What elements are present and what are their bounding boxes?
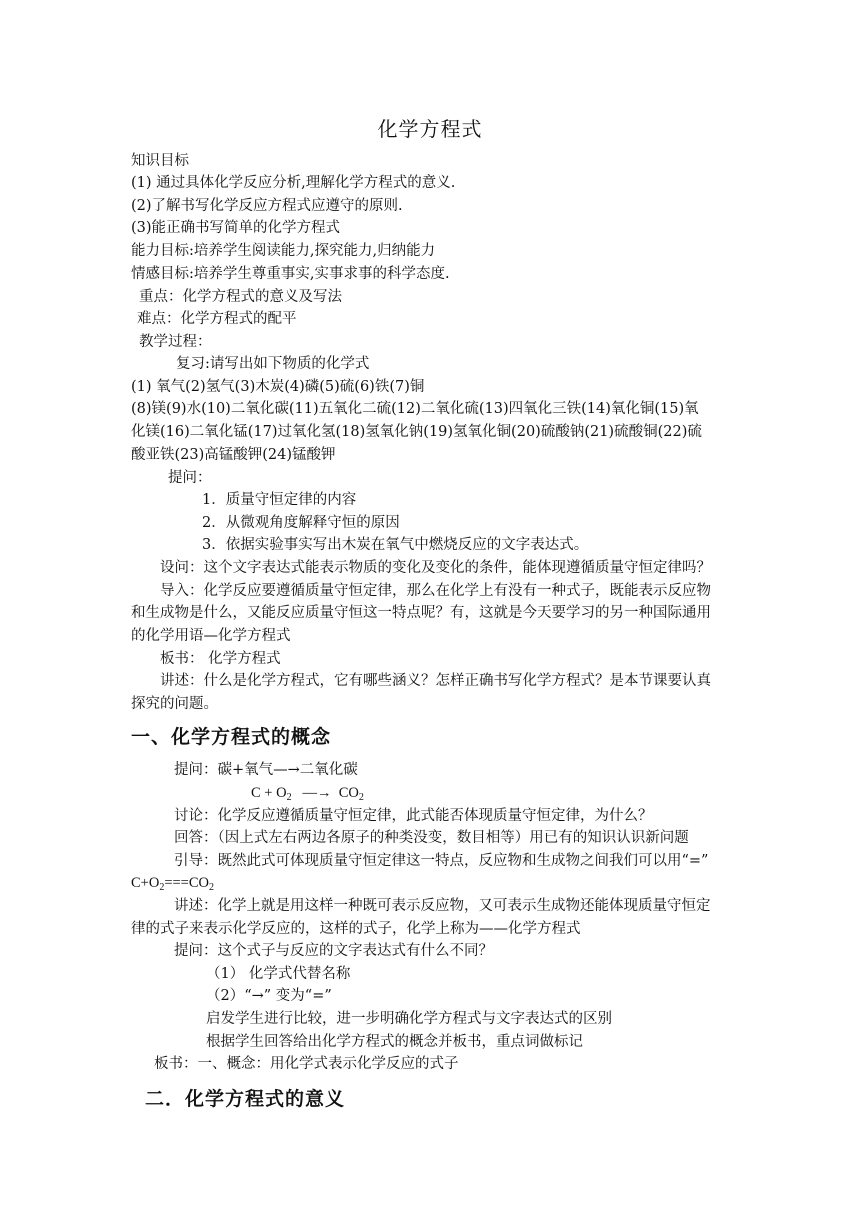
discussion: 讨论：化学反应遵循质量守恒定律，此式能否体现质量守恒定律，为什么？ bbox=[174, 808, 653, 824]
summary-note: 根据学生回答给出化学方程式的概念并板书，重点词做标记 bbox=[206, 1034, 583, 1050]
narration-2-line-1: 讲述：化学上就是用这样一种既可表示反应物，又可表示生成物还能体现质量守恒定 bbox=[174, 898, 711, 914]
page-title: 化学方程式 bbox=[377, 117, 483, 141]
setup-question: 设问：这个文字表达式能表示物质的变化及变化的条件，能体现遵循质量守恒定律吗？ bbox=[160, 560, 711, 576]
narration-1-line-1: 讲述：什么是化学方程式，它有哪些涵义？怎样正确书写化学方程式？是本节课要认真 bbox=[160, 673, 711, 689]
ability-objective: 能力目标:培养学生阅读能力,探究能力,归纳能力 bbox=[131, 243, 436, 259]
guidance: 引导：既然此式可体现质量守恒定律这一特点，反应物和生成物之间我们可以用“=” bbox=[174, 853, 709, 869]
section-2-heading: 二．化学方程式的意义 bbox=[145, 1088, 346, 1110]
equation-left: C+O bbox=[131, 875, 160, 891]
section-1-question: 提问：碳+氧气—→二氧化碳 bbox=[174, 762, 358, 778]
answer: 回答：（因上式左右两边各原子的种类没变，数目相等）用已有的知识认识新问题 bbox=[174, 830, 689, 846]
question-1: 1．质量守恒定律的内容 bbox=[202, 492, 357, 508]
narration-2-line-2: 律的式子来表示化学反应的，这样的式子，化学上称为——化学方程式 bbox=[131, 921, 581, 937]
question-2: 2．从微观角度解释守恒的原因 bbox=[202, 515, 400, 531]
narration-1-line-2: 探究的问题。 bbox=[131, 696, 218, 712]
lead-in-line-3: 的化学用语—化学方程式 bbox=[131, 628, 291, 644]
equation-right: ===CO bbox=[164, 875, 210, 891]
balanced-equation bbox=[131, 872, 731, 895]
difficulty-point: 难点：化学方程式的配平 bbox=[137, 311, 297, 327]
review-row-2: (8)镁(9)水(10)二氧化碳(11)五氧化二硫(12)二氧化硫(13)四氧化三铁(14)氧化铜(15)氧 bbox=[131, 401, 699, 417]
key-point: 重点：化学方程式的意义及写法 bbox=[139, 289, 342, 305]
equation-arrow: —→ bbox=[302, 785, 332, 801]
equation-product: CO bbox=[338, 785, 359, 801]
difference-1: （1） 化学式代替名称 bbox=[206, 966, 351, 982]
board-writing-concept: 板书：一、概念：用化学式表示化学反应的式子 bbox=[154, 1056, 459, 1072]
inspire-comparison: 启发学生进行比较，进一步明确化学方程式与文字表达式的区别 bbox=[206, 1011, 612, 1027]
word-equation-formula bbox=[251, 782, 851, 805]
review-row-3: 化镁(16)二氧化锰(17)过氧化氢(18)氢氧化钠(19)氢氧化铜(20)硫酸钠(21)硫酸铜(22)硫 bbox=[131, 424, 702, 440]
equation-subscript: 2 bbox=[358, 792, 364, 803]
review-row-4: 酸亚铁(23)高锰酸钾(24)锰酸钾 bbox=[131, 447, 336, 463]
emotion-objective: 情感目标:培养学生尊重事实,实事求事的科学态度. bbox=[131, 266, 450, 282]
question-difference: 提问：这个式子与反应的文字表达式有什么不同？ bbox=[174, 943, 493, 959]
question-3: 3．依据实验事实写出木炭在氧气中燃烧反应的文字表达式。 bbox=[202, 537, 589, 553]
difference-2: （2）“→” 变为“=” bbox=[206, 988, 332, 1004]
teaching-process-label: 教学过程： bbox=[139, 334, 212, 350]
lead-in-line-2: 和生成物是什么，又能反应质量守恒这一特点呢？有，这就是今天要学习的另一种国际通用 bbox=[131, 605, 711, 621]
board-writing-1: 板书： 化学方程式 bbox=[160, 651, 281, 667]
knowledge-objective-2: (2)了解书写化学反应方程式应遵守的原则. bbox=[131, 198, 403, 214]
knowledge-objective-1: (1) 通过具体化学反应分析,理解化学方程式的意义. bbox=[131, 175, 456, 191]
equation-subscript: 2 bbox=[209, 882, 215, 893]
equation-reactants: C + O bbox=[251, 785, 287, 801]
review-row-1: (1) 氧气(2)氢气(3)木炭(4)磷(5)硫(6)铁(7)铜 bbox=[131, 379, 425, 395]
equation-subscript: 2 bbox=[159, 882, 165, 893]
section-1-heading: 一、化学方程式的概念 bbox=[131, 726, 332, 748]
equation-subscript: 2 bbox=[286, 792, 292, 803]
review-intro: 复习:请写出如下物质的化学式 bbox=[176, 356, 370, 372]
lead-in-line-1: 导入：化学反应要遵循质量守恒定律，那么在化学上有没有一种式子，既能表示反应物 bbox=[160, 583, 711, 599]
knowledge-objective-3: (3)能正确书写简单的化学方程式 bbox=[131, 220, 341, 236]
question-label: 提问： bbox=[168, 470, 212, 486]
knowledge-objective-label: 知识目标 bbox=[131, 153, 189, 169]
